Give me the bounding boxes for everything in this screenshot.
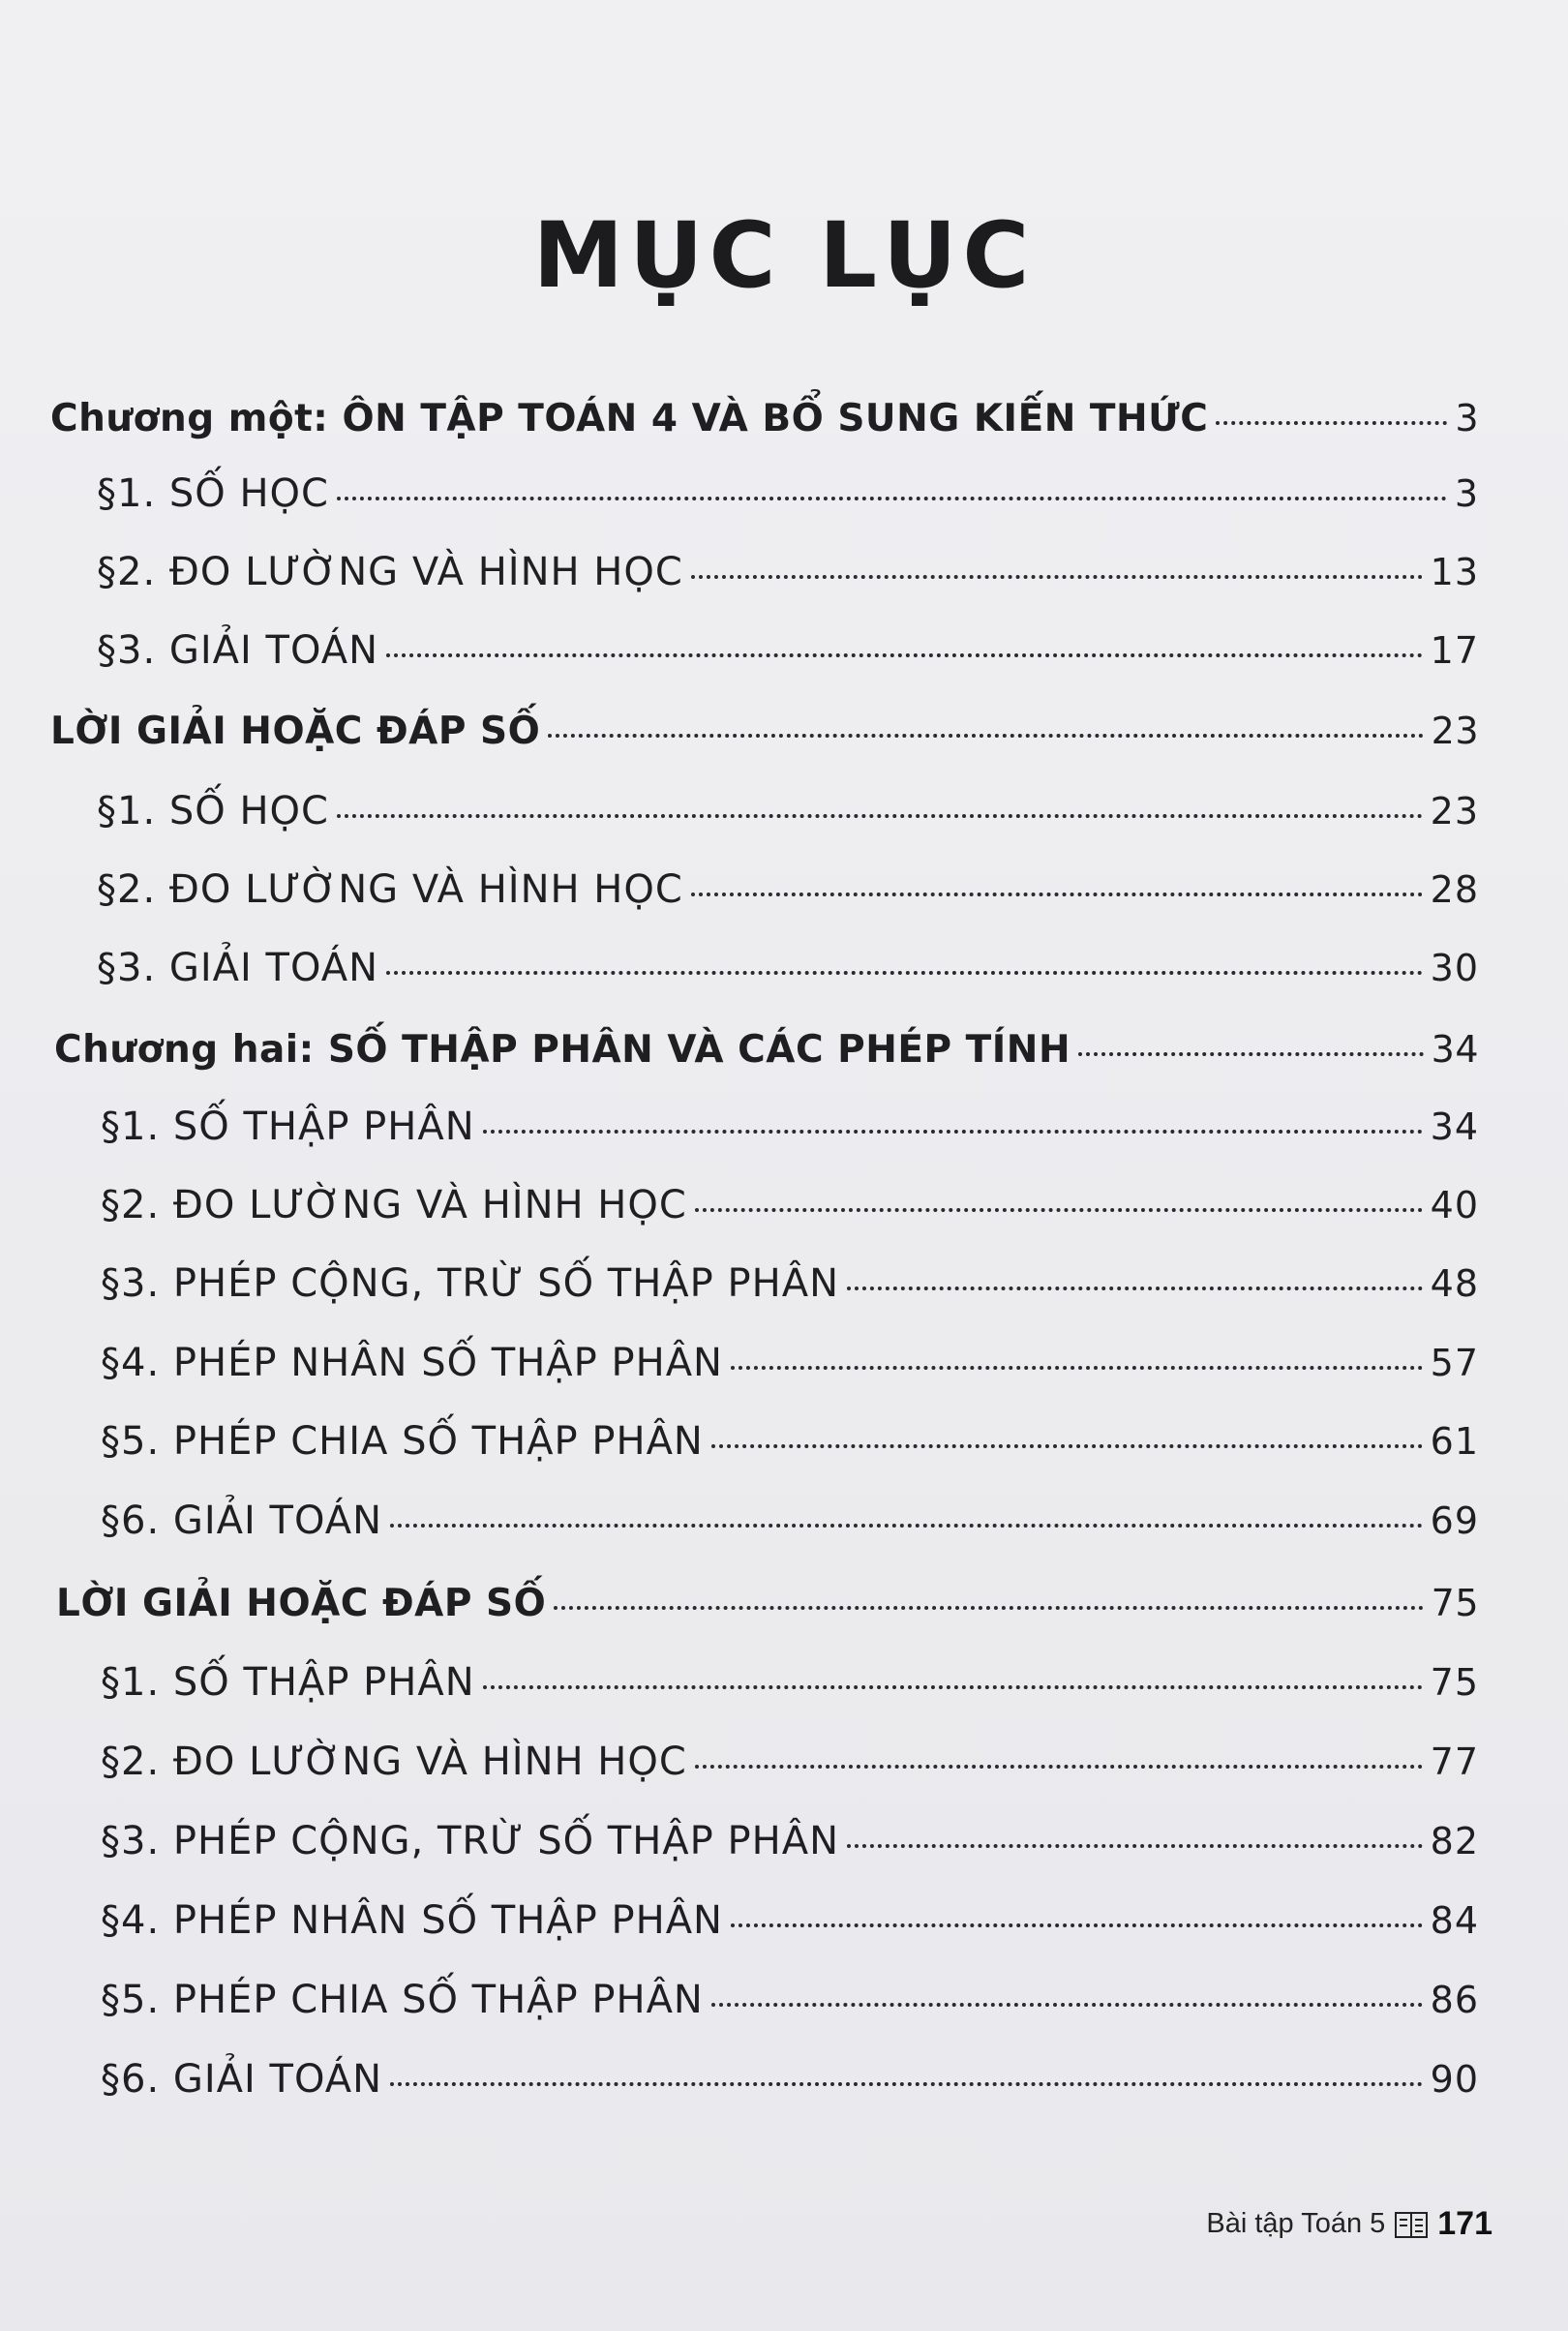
toc-entry-label: Chương một: ÔN TẬP TOÁN 4 VÀ BỔ SUNG KIẾN THỨC [50, 397, 1209, 440]
toc-section-entry[interactable] [97, 946, 1479, 990]
toc-entry-label: §6. GIẢI TOÁN [101, 2057, 383, 2102]
toc-section-entry[interactable] [101, 1898, 1479, 1943]
toc-section-entry[interactable] [101, 1419, 1479, 1464]
dot-leader [691, 575, 1423, 579]
toc-entry-page: 34 [1431, 1028, 1479, 1071]
dot-leader [847, 1844, 1423, 1848]
toc-entry-page: 28 [1430, 868, 1479, 911]
toc-section-entry[interactable] [101, 1819, 1479, 1863]
toc-section-entry[interactable] [97, 471, 1479, 516]
dot-leader [711, 1444, 1423, 1448]
dot-leader [548, 734, 1423, 738]
toc-entry-label: §2. ĐO LƯỜNG VÀ HÌNH HỌC [101, 1740, 687, 1784]
toc-entry-label: §1. SỐ HỌC [97, 789, 329, 833]
toc-entry-label: §2. ĐO LƯỜNG VÀ HÌNH HỌC [97, 867, 683, 912]
toc-entry-page: 57 [1430, 1342, 1479, 1384]
page-title: MỤC LỤC [532, 203, 1036, 309]
toc-entry-page: 48 [1430, 1262, 1479, 1305]
toc-section-entry[interactable] [97, 628, 1479, 673]
toc-entry-label: §4. PHÉP NHÂN SỐ THẬP PHÂN [101, 1341, 723, 1385]
toc-entry-label: §1. SỐ THẬP PHÂN [101, 1105, 475, 1149]
toc-entry-label: §6. GIẢI TOÁN [101, 1498, 383, 1543]
toc-entry-page: 40 [1430, 1184, 1479, 1226]
dot-leader [731, 1366, 1423, 1370]
toc-section-entry[interactable] [97, 867, 1479, 912]
toc-entry-page: 30 [1430, 947, 1479, 989]
dot-leader [554, 1606, 1423, 1610]
toc-entry-page: 77 [1430, 1741, 1479, 1783]
toc-section-entry[interactable] [101, 1660, 1479, 1705]
toc-chapter-entry[interactable] [54, 1028, 1479, 1072]
toc-entry-label: §5. PHÉP CHIA SỐ THẬP PHÂN [101, 1419, 704, 1464]
toc-section-entry[interactable] [101, 2057, 1479, 2102]
toc-entry-label: §1. SỐ HỌC [97, 471, 329, 516]
open-book-icon [1395, 2210, 1428, 2239]
toc-section-entry[interactable] [101, 1498, 1479, 1543]
toc-entry-page: 23 [1430, 790, 1479, 832]
dot-leader [1216, 421, 1447, 425]
dot-leader [337, 497, 1447, 500]
dot-leader [390, 1524, 1423, 1528]
toc-entry-page: 61 [1430, 1420, 1479, 1463]
page-footer [1206, 2205, 1493, 2243]
dot-leader [390, 2082, 1423, 2086]
dot-leader [695, 1208, 1423, 1212]
dot-leader [483, 1130, 1423, 1134]
dot-leader [847, 1287, 1423, 1290]
toc-entry-page: 69 [1430, 1499, 1479, 1542]
dot-leader [386, 971, 1423, 975]
toc-section-entry[interactable] [101, 1341, 1479, 1385]
toc-entry-label: §3. PHÉP CỘNG, TRỪ SỐ THẬP PHÂN [101, 1261, 839, 1306]
dot-leader [695, 1765, 1423, 1769]
toc-entry-label: Chương hai: SỐ THẬP PHÂN VÀ CÁC PHÉP TÍNH [54, 1028, 1071, 1072]
toc-entry-page: 34 [1430, 1105, 1479, 1148]
toc-entry-label: §3. GIẢI TOÁN [97, 628, 379, 673]
toc-section-entry[interactable] [101, 1978, 1479, 2022]
page-number: 171 [1437, 2205, 1493, 2242]
toc-entry-label: §4. PHÉP NHÂN SỐ THẬP PHÂN [101, 1898, 723, 1943]
toc-entry-label: §3. GIẢI TOÁN [97, 946, 379, 990]
toc-entry-page: 84 [1430, 1899, 1479, 1942]
toc-answers-entry[interactable] [56, 1582, 1479, 1625]
toc-entry-label: LỜI GIẢI HOẶC ĐÁP SỐ [56, 1582, 547, 1625]
toc-section-entry[interactable] [97, 550, 1479, 594]
toc-entry-label: §2. ĐO LƯỜNG VÀ HÌNH HỌC [101, 1183, 687, 1227]
dot-leader [711, 2003, 1423, 2007]
toc-entry-page: 17 [1430, 629, 1479, 672]
dot-leader [386, 653, 1423, 657]
toc-entry-label: §5. PHÉP CHIA SỐ THẬP PHÂN [101, 1978, 704, 2022]
dot-leader [691, 893, 1423, 896]
toc-section-entry[interactable] [101, 1740, 1479, 1784]
dot-leader [337, 814, 1423, 818]
toc-entry-page: 3 [1454, 472, 1479, 515]
dot-leader [483, 1685, 1423, 1689]
toc-answers-entry[interactable] [50, 710, 1479, 753]
toc-entry-page: 3 [1455, 397, 1479, 439]
toc-entry-page: 90 [1430, 2058, 1479, 2101]
toc-entry-label: LỜI GIẢI HOẶC ĐÁP SỐ [50, 710, 541, 753]
toc-entry-page: 75 [1430, 1661, 1479, 1704]
toc-section-entry[interactable] [97, 789, 1479, 833]
toc-entry-label: §2. ĐO LƯỜNG VÀ HÌNH HỌC [97, 550, 683, 594]
dot-leader [1078, 1052, 1424, 1056]
toc-entry-label: §3. PHÉP CỘNG, TRỪ SỐ THẬP PHÂN [101, 1819, 839, 1863]
toc-section-entry[interactable] [101, 1183, 1479, 1227]
dot-leader [731, 1923, 1423, 1927]
book-title: Bài tập Toán 5 [1206, 2208, 1386, 2239]
toc-entry-label: §1. SỐ THẬP PHÂN [101, 1660, 475, 1705]
toc-section-entry[interactable] [101, 1261, 1479, 1306]
toc-entry-page: 75 [1431, 1582, 1479, 1624]
toc-entry-page: 23 [1431, 710, 1479, 752]
toc-chapter-entry[interactable] [50, 397, 1479, 440]
toc-section-entry[interactable] [101, 1105, 1479, 1149]
toc-entry-page: 82 [1430, 1820, 1479, 1862]
toc-entry-page: 13 [1430, 551, 1479, 593]
toc-entry-page: 86 [1430, 1979, 1479, 2021]
